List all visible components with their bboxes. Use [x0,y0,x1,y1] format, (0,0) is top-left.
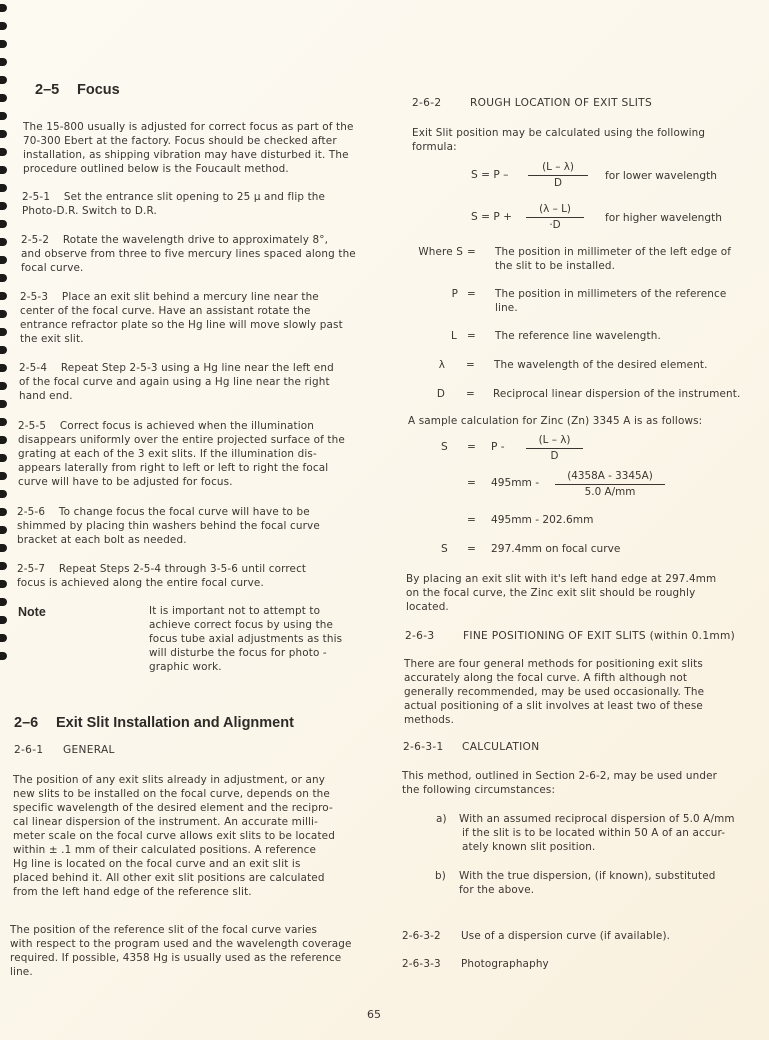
text-line: procedure outlined below is the Foucault method. [23,163,289,175]
subsection-title: CALCULATION [462,741,540,753]
section-number: 2–5 [35,82,60,98]
subsection-heading-2-6-1 [14,744,115,756]
text-line: disappears uniformly over the entire projected surface of the [18,434,345,446]
step-2-5-7 [17,562,306,590]
binding-hole [0,292,7,300]
sample-lhs: P - [491,441,505,453]
definition-equals: = [466,388,475,400]
text-line: curve will have to be adjusted for focus. [18,476,233,488]
subsection-number: 2-6-1 [14,744,44,756]
section-heading-2-5 [35,82,120,98]
fine-paragraph [404,657,704,727]
definition-symbol: P [451,288,458,300]
numerator: (4358A - 3345A) [567,470,653,482]
numerator: (L – λ) [538,434,571,446]
text-line: The position of any exit slits already in adjustment, or any [13,774,326,786]
section-number: 2–6 [14,715,39,731]
text-line: cal linear dispersion of the instrument. An accurate milli- [13,816,318,828]
definition-symbol: D [436,388,445,400]
text-line: There are four general methods for positioning exit slits [404,658,703,670]
definition-text: The wavelength of the desired element. [494,359,708,371]
text-line: By placing an exit slit with it's left hand edge at 297.4mm [406,573,717,585]
step-2-5-2 [21,233,356,275]
text-line: The position of the reference slit of the focal curve varies [10,924,318,936]
binding-hole [0,364,7,372]
text-line: Photo-D.R. Switch to D.R. [22,205,157,217]
binding-hole [0,472,7,480]
step-2-5-5 [18,419,345,489]
step-number: 2-5-1 [22,191,51,203]
fraction-bar [526,217,584,218]
binding-hole [0,310,7,318]
denominator: D [550,450,559,462]
list-item-label: b) [435,870,446,882]
subsection-number: 2-6-3 [405,630,435,642]
text-line: The 15-800 usually is adjusted for correct focus as part of the [23,121,354,133]
binding-hole [0,418,7,426]
numerator: (λ – L) [539,203,571,215]
text-line: installation, as shipping vibration may have disturbed it. The [23,149,349,161]
definition-text: Reciprocal linear dispersion of the instrument. [493,388,741,400]
definition-text [495,287,726,315]
definition-text: The reference line wavelength. [495,330,661,342]
text-line: focus tube axial adjustments as this [149,633,343,645]
text-line: Hg line is located on the focal curve and an exit slit is [13,858,301,870]
definition-equals: = [467,246,476,258]
sample-equals: = [467,441,476,453]
text-line: focal curve. [21,262,84,274]
calc-intro [402,769,717,797]
fraction-bar [555,484,665,485]
step-number: 2-5-6 [17,506,46,518]
list-item-label: a) [436,813,447,825]
text-line: Place an exit slit behind a mercury line near the [61,291,319,303]
text-line: with respect to the program used and the wavelength coverage [10,938,352,950]
binding-hole [0,328,7,336]
binding-hole [0,346,7,354]
binding-hole [0,112,7,120]
text-line: and observe from three to five mercury lines spaced along the [21,248,356,260]
binding-hole [0,382,7,390]
sample-equals: = [467,514,476,526]
binding-hole [0,184,7,192]
text-line: shimmed by placing thin washers behind the focal curve [17,520,320,532]
text-line: formula: [412,141,457,153]
text-line: for the above. [459,884,535,896]
step-number: 2-5-7 [17,563,46,575]
step-number: 2-5-2 [21,234,50,246]
subsection-title: GENERAL [63,744,115,756]
text-line: Rotate the wavelength drive to approximately 8°, [62,234,329,246]
sample-fraction [555,470,665,499]
text-line: To change focus the focal curve will have to be [58,506,310,518]
binding-hole [0,454,7,462]
binding-hole [0,508,7,516]
binding-hole [0,94,7,102]
definition-equals: = [466,359,475,371]
text-line: bracket at each bolt as needed. [17,534,187,546]
text-line: generally recommended, may be used occasionally. The [404,686,705,698]
method-2-6-3-2 [402,929,670,943]
text-line: grating at each of the 3 exit slits. If the illumination dis- [18,448,317,460]
text-line: from the left hand edge of the reference slit. [13,886,252,898]
section-title: Focus [77,82,120,98]
sample-result: 297.4mm on focal curve [491,543,621,555]
section-heading-2-6 [14,715,294,731]
text-line: ately known slit position. [462,841,596,853]
binding-hole [0,130,7,138]
binding-hole [0,436,7,444]
text-line: Set the entrance slit opening to 25 μ and flip the [63,191,326,203]
formula-higher-fraction [526,203,584,232]
step-2-5-4 [19,361,334,403]
step-2-5-6 [17,505,320,547]
binding-hole [0,598,7,606]
formula-higher-lhs: S = P + [471,211,512,223]
text-line: the following circumstances: [402,784,556,796]
sample-equals: = [467,543,476,555]
binding-hole [0,544,7,552]
numerator: (L – λ) [542,161,574,173]
binding-hole [0,616,7,624]
subsection-heading-2-6-3-1 [403,741,539,753]
denominator: 5.0 A/mm [584,486,636,498]
text-line: hand end. [19,390,73,402]
binding-hole [0,400,7,408]
text-line: of the focal curve and again using a Hg line near the right [19,376,330,388]
binding-hole [0,652,7,660]
rough-intro [412,126,705,154]
sample-lhs: 495mm - [491,477,540,489]
text-line: Correct focus is achieved when the illumination [59,420,315,432]
method-2-6-3-3 [402,957,549,971]
binding-hole [0,580,7,588]
definition-text [495,245,731,273]
subsection-title: FINE POSITIONING OF EXIT SLITS (within 0.1mm) [463,630,736,642]
binding-hole [0,526,7,534]
binding-hole [0,274,7,282]
subsection-heading-2-6-2 [412,97,652,109]
list-item [459,869,716,897]
subsection-title: Use of a dispersion curve (if available). [461,930,671,942]
text-line: appears laterally from right to left or left to right the focal [18,462,329,474]
binding-hole [0,58,7,66]
binding-hole [0,238,7,246]
subsection-number: 2-6-3-2 [402,930,441,942]
binding-hole [0,4,7,12]
definition-symbol: L [451,330,457,342]
denominator: ·D [549,219,561,231]
text-line: entrance refractor plate so the Hg line will move slowly past [20,319,343,331]
note-text [149,604,342,674]
binding-hole [0,634,7,642]
general-paragraph-1 [13,773,335,899]
fraction-bar [526,448,583,449]
formula-higher-note: for higher wavelength [605,212,722,224]
binding-hole [0,148,7,156]
definition-equals: = [467,288,476,300]
subsection-heading-2-6-3 [405,630,735,642]
formula-lower-note: for lower wavelength [605,170,717,182]
list-item [459,812,735,854]
step-2-5-3 [20,290,343,346]
step-number: 2-5-3 [20,291,49,303]
text-line: With an assumed reciprocal dispersion of 5.0 A/mm [459,813,735,825]
subsection-number: 2-6-3-1 [403,741,444,753]
text-line: methods. [404,714,455,726]
page-number: 65 [367,1008,381,1021]
text-line: required. If possible, 4358 Hg is usually used as the reference [10,952,342,964]
text-line: The position in millimeter of the left edge of [495,246,732,258]
step-number: 2-5-5 [18,420,47,432]
sample-equals: = [467,477,476,489]
text-line: achieve correct focus by using the [149,619,334,631]
sample-intro: A sample calculation for Zinc (Zn) 3345 A is as follows: [408,415,703,427]
text-line: specific wavelength of the desired element and the recipro- [13,802,333,814]
binding-hole [0,22,7,30]
subsection-title: Photographaphy [461,958,549,970]
definition-symbol: Where S [418,246,463,258]
text-line: placed behind it. All other exit slit positions are calculated [13,872,325,884]
text-line: Repeat Step 2-5-3 using a Hg line near the left end [60,362,334,374]
binding-hole [0,166,7,174]
note-label: Note [18,605,46,619]
spiral-binding [0,0,10,1040]
focus-intro [23,120,354,176]
text-line: Repeat Steps 2-5-4 through 3-5-6 until correct [58,563,307,575]
binding-hole [0,562,7,570]
subsection-number: 2-6-2 [412,97,442,109]
fraction-bar [528,175,588,176]
sample-s: S [441,441,448,453]
subsection-number: 2-6-3-3 [402,958,441,970]
text-line: With the true dispersion, (if known), substituted [459,870,716,882]
text-line: focus is achieved along the entire focal curve. [17,577,264,589]
binding-hole [0,76,7,84]
step-number: 2-5-4 [19,362,48,374]
subsection-title: ROUGH LOCATION OF EXIT SLITS [470,97,652,109]
binding-hole [0,40,7,48]
binding-hole [0,202,7,210]
text-line: This method, outlined in Section 2-6-2, may be used under [402,770,718,782]
definition-equals: = [467,330,476,342]
sample-s: S [441,543,448,555]
binding-hole [0,256,7,264]
denominator: D [553,177,562,189]
definition-symbol: λ [438,359,445,371]
text-line: located. [406,601,449,613]
section-title: Exit Slit Installation and Alignment [56,715,294,731]
text-line: new slits to be installed on the focal curve, depends on the [13,788,330,800]
binding-hole [0,220,7,228]
formula-lower-fraction [528,161,588,190]
text-line: line. [10,966,33,978]
text-line: within ± .1 mm of their calculated positions. A reference [13,844,317,856]
text-line: 70-300 Ebert at the factory. Focus should be checked after [23,135,337,147]
text-line: line. [495,302,518,314]
text-line: graphic work. [149,661,222,673]
text-line: on the focal curve, the Zinc exit slit should be roughly [406,587,696,599]
binding-hole [0,490,7,498]
text-line: accurately along the focal curve. A fifth although not [404,672,688,684]
general-paragraph-2 [10,923,352,979]
text-line: meter scale on the focal curve allows exit slits to be located [13,830,335,842]
text-line: if the slit is to be located within 50 A of an accur- [462,827,726,839]
sample-fraction [526,434,583,463]
text-line: the exit slit. [20,333,84,345]
text-line: Exit Slit position may be calculated using the following [412,127,706,139]
step-2-5-1 [22,190,325,218]
text-line: center of the focal curve. Have an assistant rotate the [20,305,311,317]
text-line: The position in millimeters of the reference [495,288,727,300]
sample-step: 495mm - 202.6mm [491,514,594,526]
formula-lower-lhs: S = P – [471,169,509,181]
text-line: will disturbe the focus for photo - [149,647,327,659]
text-line: actual positioning of a slit involves at least two of these [404,700,703,712]
text-line: the slit to be installed. [495,260,616,272]
rough-conclusion [406,572,716,614]
text-line: It is important not to attempt to [149,605,321,617]
